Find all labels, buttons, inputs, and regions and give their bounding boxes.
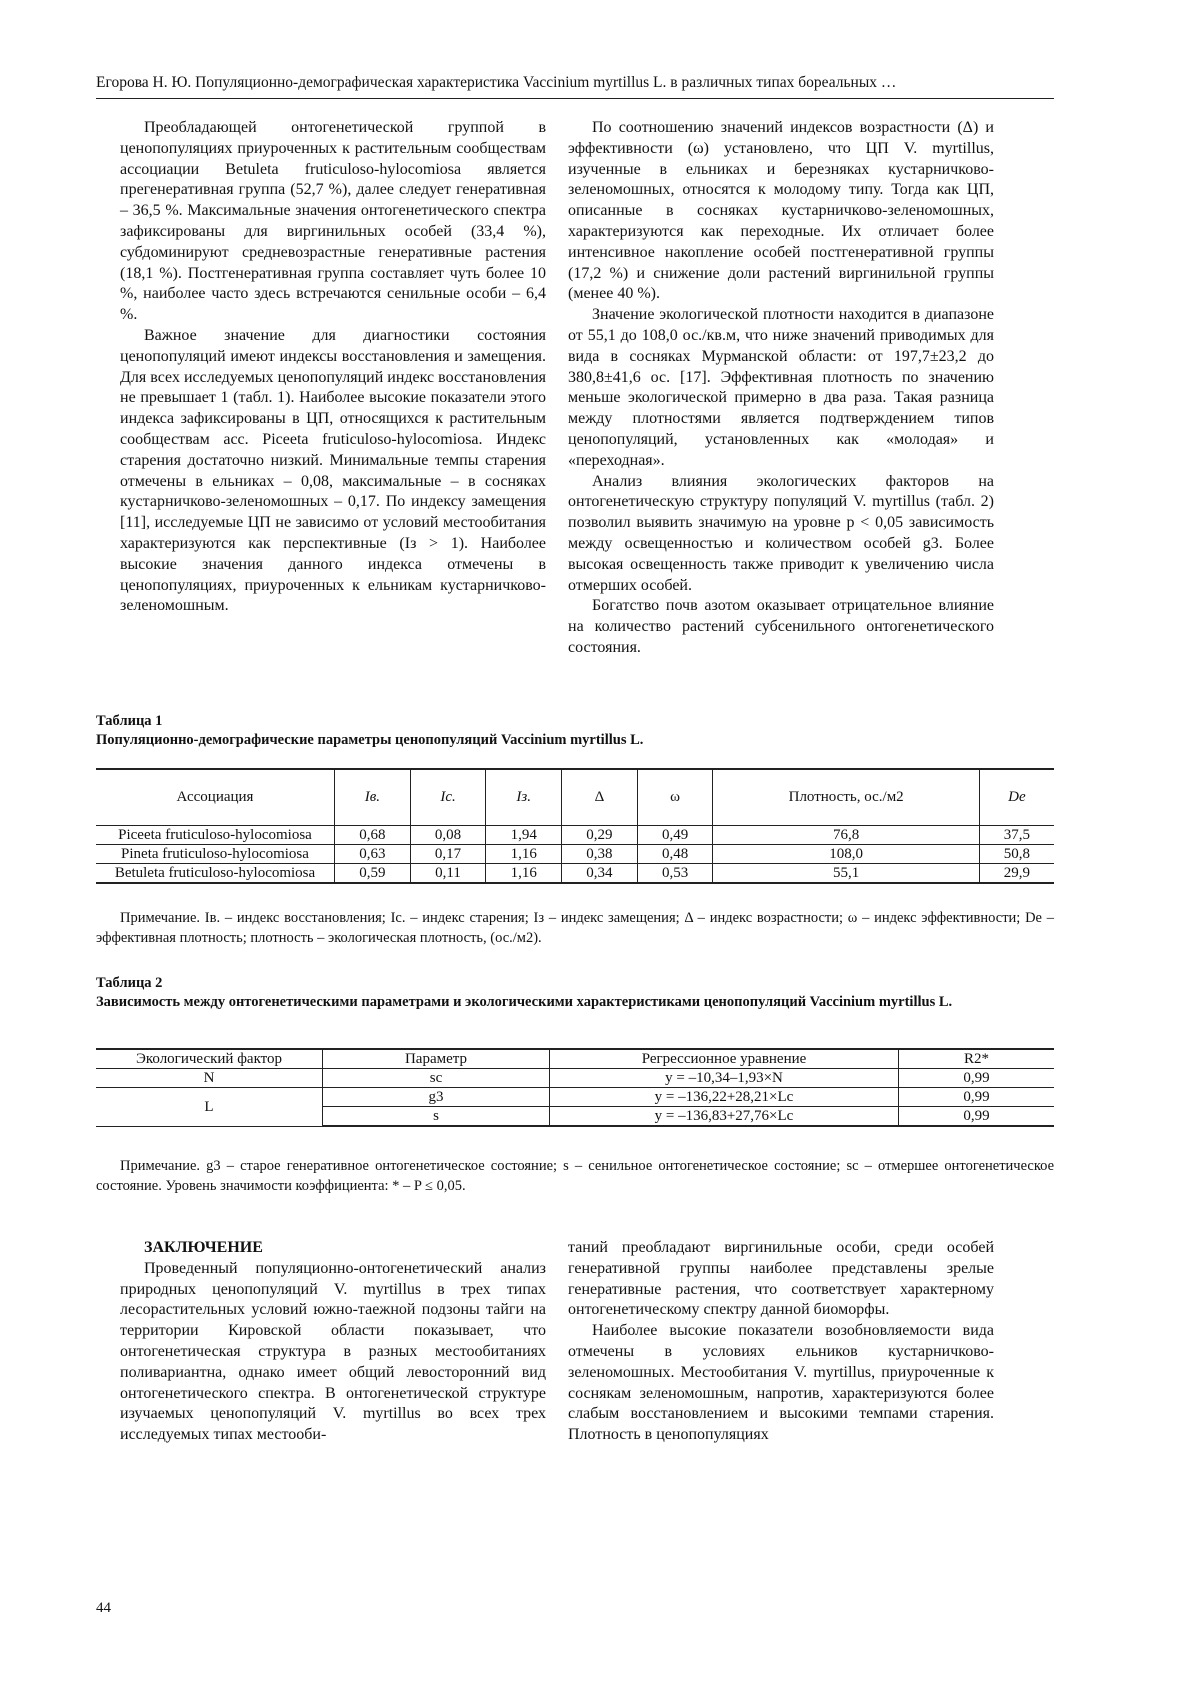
paragraph: Значение экологической плотности находится в диапазоне от 55,1 до 108,0 ос./кв.м, что ниже значений приводимых для вида в сосняках Мурманской области: от 197,7±23,2 до 380,8±41,6 ос. [17]. Эффективная плотность по значению меньше экологической примерно в два раза. Такая разница между плотностями является подтверждением типов ценопопуляций, установленных как «молодая» и «переходная».	[568, 306, 994, 469]
conclusion-left	[120, 1238, 546, 1446]
table-cell: 76,8	[713, 825, 979, 844]
table1: Ассоциация Iв. Iс. Iз. Δ ω Плотность, ос./м2 De Piceeta fruticuloso-hylocomiosa 0,68 0,08 1,94 0,29 0,49 76,8 37,5 Pineta fruticuloso-hylocomiosa 0,63 0,17 1,16 0,38 0,48 108,0 50,8 Betuleta fruticuloso-hylocomiosa 0,59 0,11 1,16 0,34 0,53 55,1 29,9	[96, 768, 1054, 884]
conclusion-right	[568, 1238, 994, 1446]
table-cell: 0,17	[410, 844, 486, 863]
table-row: N sc y = –10,34–1,93×N 0,99	[96, 1069, 1054, 1088]
table-cell: 0,38	[562, 844, 638, 863]
table-cell: Pineta fruticuloso-hylocomiosa	[96, 844, 335, 863]
table-cell: 0,59	[335, 863, 411, 883]
table-row	[96, 844, 1054, 863]
table-cell: 55,1	[713, 863, 979, 883]
table-cell: 0,08	[410, 825, 486, 844]
table-cell: 37,5	[979, 825, 1054, 844]
table1-note: Примечание. Iв. – индекс восстановления; Iс. – индекс старения; Iз – индекс замещения; Δ – индекс возрастности; ω – индекс эффективности; De – эффективная плотность; плотность – экологическая плотность, (ос./м2).	[96, 910, 1054, 946]
paragraph: Богатство почв азотом оказывает отрицательное влияние на количество растений субсенильного онтогенетического состояния.	[568, 597, 994, 656]
table2-note: Примечание. g3 – старое генеративное онтогенетическое состояние; s – сенильное онтогенетическое состояние; sc – отмершее онтогенетическое состояние. Уровень значимости коэффициента: * – P ≤ 0,05.	[96, 1158, 1054, 1194]
table-cell: 0,49	[637, 825, 713, 844]
running-header: Егорова Н. Ю. Популяционно-демографическая характеристика Vaccinium myrtillus L. в различных типах бореальных …	[96, 74, 1054, 99]
table-cell: 0,63	[335, 844, 411, 863]
table-row: s y = –136,83+27,76×Lc 0,99	[96, 1107, 1054, 1127]
paragraph: Анализ влияния экологических факторов на онтогенетическую структуру популяций V. myrtillus (табл. 2) позволил выявить значимую на уровне p < 0,05 зависимость между освещенностью и количеством особей g3. Более высокая освещенность также приводит к увеличению числа отмерших особей.	[568, 472, 994, 594]
table-row: L g3 y = –136,22+28,21×Lc 0,99	[96, 1088, 1054, 1107]
table-cell: 1,16	[486, 863, 562, 883]
table-cell: 29,9	[979, 863, 1054, 883]
table-cell: 0,48	[637, 844, 713, 863]
paragraph: таний преобладают виргинильные особи, среди особей генеративной группы наиболее представлены зрелые генеративные растения, что соответствует характерному онтогенетическому спектру данной биоморфы.	[568, 1239, 994, 1319]
table-cell: 108,0	[713, 844, 979, 863]
table-cell: 0,29	[562, 825, 638, 844]
left-column	[120, 118, 546, 617]
page-number: 44	[96, 1600, 111, 1616]
table-cell: Betuleta fruticuloso-hylocomiosa	[96, 863, 335, 883]
table2: Экологический фактор Параметр Регрессионное уравнение R2* N sc y = –10,34–1,93×N 0,99 L g3 y = –136,22+28,21×Lc 0,99 s y = –136,83+27,76×Lc 0,99	[96, 1048, 1054, 1127]
section-heading: ЗАКЛЮЧЕНИЕ	[144, 1239, 263, 1256]
table-cell: 0,68	[335, 825, 411, 844]
table-row	[96, 825, 1054, 844]
table-cell: 0,53	[637, 863, 713, 883]
table-cell: 1,16	[486, 844, 562, 863]
paragraph: Наиболее высокие показатели возобновляемости вида отмечены в условиях ельников кустарничково-зеленомошных. Местообитания V. myrtillus, приуроченные к соснякам зеленомошным, напротив, характеризуются более слабым восстановлением и высокими темпами старения. Плотность в ценопопуляциях	[568, 1322, 994, 1444]
table1-caption: Таблица 1 Популяционно-демографические параметры ценопопуляций Vaccinium myrtillus L.	[96, 713, 644, 748]
table2-caption: Таблица 2 Зависимость между онтогенетическими параметрами и экологическими характеристиками ценопопуляций Vaccinium myrtillus L.	[96, 975, 953, 1010]
paragraph: По соотношению значений индексов возрастности (Δ) и эффективности (ω) установлено, что ЦП V. myrtillus, изученные в ельниках и березняках кустарничково-зеленомошных, относятся к молодому типу. Тогда как ЦП, описанные в сосняках кустарничково-зеленомошных, характеризуются как переходные. Их отличает более интенсивное накопление особей постгенеративной группы (17,2 %) и снижение доли растений виргинильной группы (менее 40 %).	[568, 119, 994, 303]
right-column	[568, 118, 994, 659]
table-cell: 50,8	[979, 844, 1054, 863]
table-cell: 0,11	[410, 863, 486, 883]
paragraph: Преобладающей онтогенетической группой в ценопопуляциях приуроченных к растительным сообществам ассоциации Betuleta fruticuloso-hylocomiosa является прегенеративная группа (52,7 %), далее следует генеративная – 36,5 %. Максимальные значения онтогенетического спектра зафиксированы для виргинильных особей (33,4 %), субдоминируют средневозрастные генеративные растения (18,1 %). Постгенеративная группа составляет чуть более 10 %, наиболее часто здесь встречаются сенильные особи – 6,4 %.	[120, 119, 546, 324]
table-cell: Piceeta fruticuloso-hylocomiosa	[96, 825, 335, 844]
table-row	[96, 863, 1054, 883]
paragraph: Проведенный популяционно-онтогенетический анализ природных ценопопуляций V. myrtillus в трех типах лесорастительных условий южно-таежной подзоны тайги на территории Кировской области показывает, что онтогенетическая структура в разных местообитаниях поливариантна, однако имеет общий левосторонний вид онтогенетического спектра. В онтогенетической структуре изучаемых ценопопуляций V. myrtillus во всех трех исследуемых типах местооби-	[120, 1259, 546, 1444]
paragraph: Важное значение для диагностики состояния ценопопуляций имеют индексы восстановления и замещения. Для всех исследуемых ценопопуляций индекс восстановления не превышает 1 (табл. 1). Наиболее высокие показатели этого индекса зафиксированы в ЦП, относящихся к растительным сообществам асс. Piceeta fruticuloso-hylocomiosa. Индекс старения достаточно низкий. Минимальные темпы старения отмечены в ельниках – 0,08, максимальные – в сосняках кустарничково-зеленомошных – 0,17. По индексу замещения [11], исследуемые ЦП не зависимо от условий местообитания характеризуются как перспективные (Iз > 1). Наиболее высокие значения данного индекса отмечены в ценопопуляциях, приуроченных к ельникам кустарничково-зеленомошным.	[120, 326, 546, 615]
table-cell: 1,94	[486, 825, 562, 844]
table-cell: 0,34	[562, 863, 638, 883]
